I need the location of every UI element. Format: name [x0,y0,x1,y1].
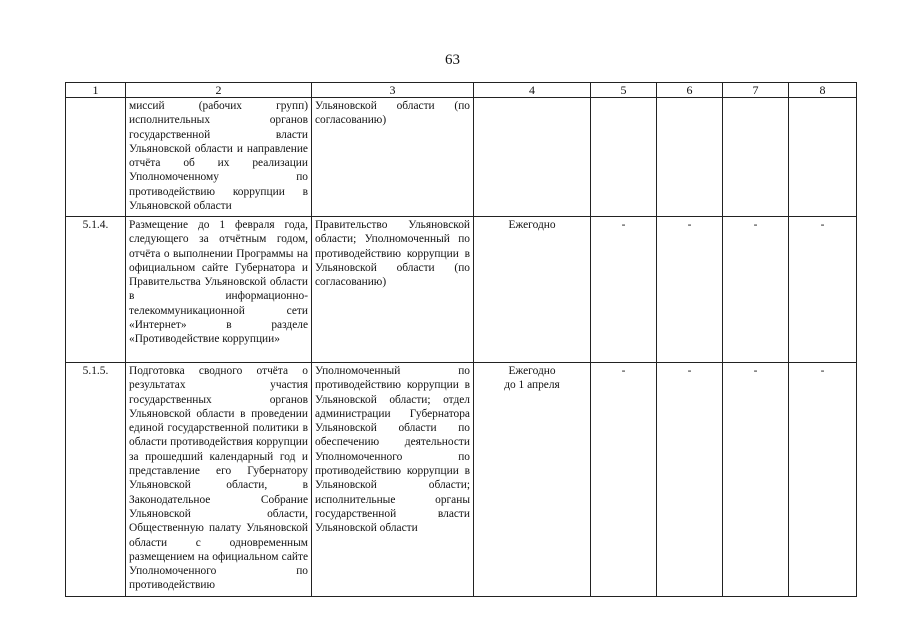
column-number: 3 [312,83,474,98]
responsible-executor: Уполномоченный по противодействию коррупции в Ульяновской области; отдел администрации Губернатора Ульяновской области по обеспечению деятельности Уполномоченного по противодействию коррупции в Ульяновской области; исполнительные органы государственной власти Ульяновской области [312,363,474,597]
table-row [66,363,857,597]
column-number: 4 [474,83,591,98]
item-number: 5.1.4. [66,217,126,363]
deadline [474,98,591,217]
column-number-row [66,83,857,98]
funding-cell: - [657,217,723,363]
deadline [474,363,591,597]
column-number: 5 [591,83,657,98]
funding-cell [591,98,657,217]
activity-description: Подготовка сводного отчёта о результатах участия государственных органов Ульяновской области в проведении единой государственной политики в области противодействия коррупции за прошедший календарный год и представление его Губернатору Ульяновской области, в Законодательное Собрание Ульяновской области, Общественную палату Ульяновской области с одновременным размещением на официальном сайте Уполномоченного по противодействию [126,363,312,597]
activity-description: миссий (рабочих групп) исполнительных органов государственной власти Ульяновской области и направление отчёта об их реализации Уполномоченному по противодействию коррупции в Ульяновской области [126,98,312,217]
funding-cell: - [789,217,857,363]
column-number: 6 [657,83,723,98]
table-row [66,217,857,363]
deadline-line: Ежегодно [508,365,556,377]
deadline: Ежегодно [474,217,591,363]
responsible-executor: Ульяновской области (по согласованию) [312,98,474,217]
funding-cell: - [723,217,789,363]
column-number: 1 [66,83,126,98]
activity-description: Размещение до 1 февраля года, следующего за отчётным годом, отчёта о выполнении Программы на официальном сайте Губернатора и Правительства Ульяновской области в информационно-телекоммуникационной сети «Интернет» в разделе «Противодействие коррупции» [126,217,312,363]
funding-cell [657,98,723,217]
item-number: 5.1.5. [66,363,126,597]
responsible-executor: Правительство Ульяновской области; Уполномоченный по противодействию коррупции в Ульяновской области (по согласованию) [312,217,474,363]
deadline-line: до 1 апреля [504,379,560,392]
funding-cell: - [723,363,789,597]
column-number: 8 [789,83,857,98]
column-number: 7 [723,83,789,98]
funding-cell: - [591,363,657,597]
page-number: 63 [445,52,460,68]
item-number [66,98,126,217]
funding-cell [723,98,789,217]
plan-table [65,82,857,597]
table-row [66,98,857,217]
funding-cell: - [591,217,657,363]
funding-cell: - [657,363,723,597]
funding-cell [789,98,857,217]
column-number: 2 [126,83,312,98]
funding-cell: - [789,363,857,597]
